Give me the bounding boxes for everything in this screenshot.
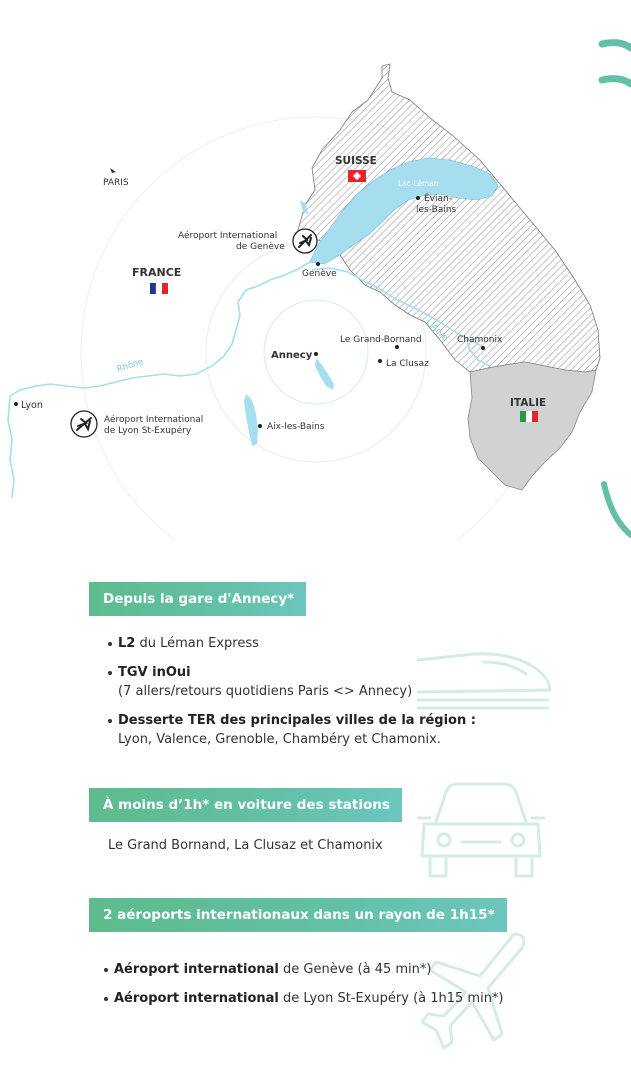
airports-list	[104, 960, 504, 1018]
city-label-lyon: Lyon	[21, 400, 43, 411]
car-icon	[416, 772, 546, 887]
city-label-la-clusaz: La Clusaz	[386, 359, 429, 369]
car-section-text: Le Grand Bornand, La Clusaz et Chamonix	[108, 838, 383, 853]
item-bold: Desserte TER des principales villes de la région :	[118, 713, 476, 728]
country-label-italie: ITALIE	[510, 397, 547, 409]
country-label-france: FRANCE	[132, 266, 182, 279]
lac-du-bourget	[244, 394, 258, 446]
italy-area	[468, 362, 596, 490]
swiss-flag-icon	[348, 170, 366, 182]
city-label-chamonix: Chamonix	[457, 335, 503, 345]
city-label-geneve: Genève	[302, 269, 337, 279]
item-text: de Genève (à 45 min*)	[278, 962, 432, 977]
item-detail: (7 allers/retours quotidiens Paris <> Annecy)	[118, 684, 413, 699]
list-item	[104, 989, 504, 1008]
item-bold: Aéroport international	[114, 991, 279, 1006]
italian-flag-icon	[520, 411, 538, 422]
city-label-paris: PARIS	[103, 178, 129, 188]
airport-label-lyon-1: Aéroport International	[104, 415, 204, 425]
list-item	[104, 960, 504, 979]
item-text: de Lyon St-Exupéry (à 1h15 min*)	[278, 991, 504, 1006]
item-bold: TGV inOui	[118, 665, 191, 680]
list-item	[108, 711, 476, 749]
city-label-evian-2: les-Bains	[416, 205, 457, 215]
item-bold: L2	[118, 636, 136, 651]
list-item	[108, 634, 476, 653]
city-label-aix-les-bains: Aix-les-Bains	[267, 422, 325, 432]
country-label-suisse: SUISSE	[335, 155, 377, 167]
french-flag-icon	[150, 283, 168, 294]
paris-arrow-icon	[110, 168, 116, 173]
decorative-swoosh-bottom	[604, 484, 631, 535]
item-bold: Aéroport international	[114, 962, 279, 977]
airport-lyon-icon	[71, 411, 97, 437]
item-text: du Léman Express	[135, 636, 259, 651]
lac-annecy	[315, 358, 334, 390]
city-label-le-grand-bornand: Le Grand-Bornand	[340, 335, 422, 345]
airport-label-geneve-1: Aéroport International	[178, 231, 278, 241]
car-section-title: À moins d’1h* en voiture des stations	[89, 788, 402, 822]
river-label-rhone: Rhône	[115, 356, 145, 375]
list-item	[108, 663, 476, 701]
airport-label-lyon-2: de Lyon St-Exupéry	[104, 426, 192, 436]
lake-label-leman: Lac Léman	[398, 179, 439, 188]
train-list	[108, 634, 476, 759]
city-label-evian-1: Évian-	[424, 194, 452, 204]
city-label-annecy: Annecy	[271, 350, 313, 361]
decorative-swoosh-top	[602, 43, 631, 84]
item-detail: Lyon, Valence, Grenoble, Chambéry et Chamonix.	[118, 732, 441, 747]
airport-label-geneve-2: de Genève	[236, 242, 285, 252]
airport-geneve-icon	[293, 229, 317, 253]
river-label-arve: L'Arve	[423, 317, 450, 343]
airports-section-title: 2 aéroports internationaux dans un rayon de 1h15*	[89, 898, 507, 932]
train-section-title: Depuis la gare d'Annecy*	[89, 582, 306, 616]
